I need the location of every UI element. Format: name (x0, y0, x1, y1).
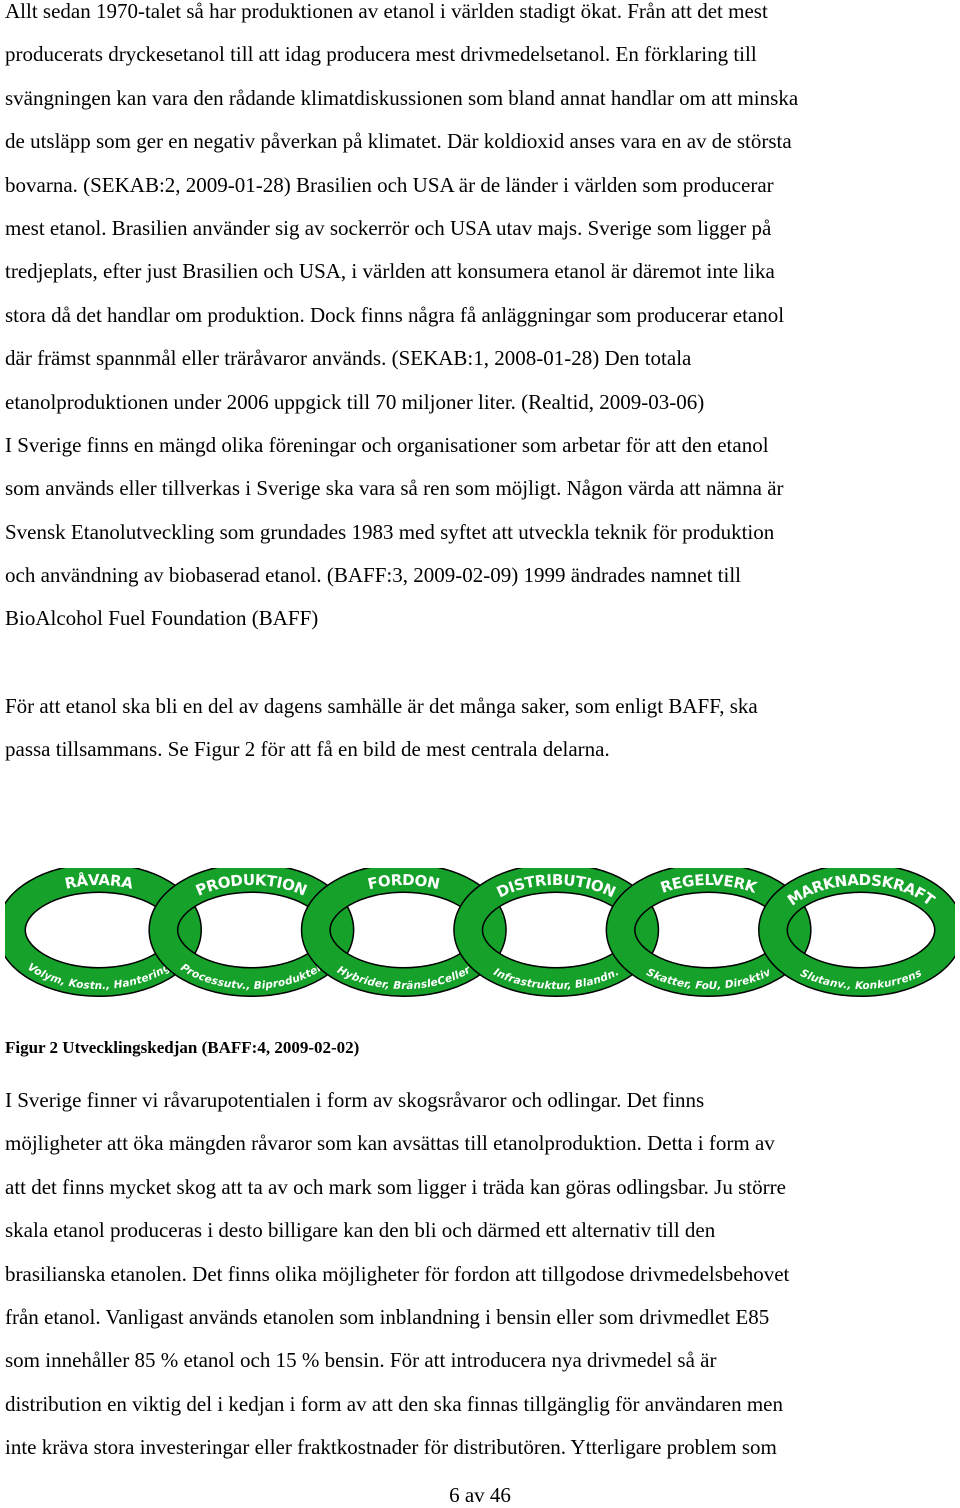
text-line: brasilianska etanolen. Det finns olika möjligheter för fordon att tillgodose drivmedelsbehovet (5, 1261, 790, 1286)
text-line: För att etanol ska bli en del av dagens samhälle är det många saker, som enligt BAFF, ska (5, 694, 758, 718)
text-line: Allt sedan 1970-talet så har produktionen av etanol i världen stadigt ökat. Från att det mest (5, 0, 768, 23)
chain-link-top-label: PRODUKTION (192, 870, 310, 900)
chain-link-top-label: MARKNADSKRAFT (783, 870, 939, 909)
text-line: distribution en viktig del i kedjan i form av att den ska finnas tillgänglig för användaren men (5, 1391, 783, 1416)
text-line: som används eller tillverkas i Sverige ska vara så ren som möjligt. Någon värda att nämna är (5, 476, 784, 501)
chain-figure (5, 868, 955, 998)
text-line: som innehåller 85 % etanol och 15 % bensin. För att introducera nya drivmedel så är (5, 1348, 717, 1373)
text-line: etanolproduktionen under 2006 uppgick till 70 miljoner liter. (Realtid, 2009-03-06) (5, 389, 705, 414)
chain-link-bottom-label: Slutanv., Konkurrens (798, 967, 924, 993)
chain-link-top-label: REGELVERK (658, 870, 760, 897)
figure-caption: Figur 2 Utvecklingskedjan (BAFF:4, 2009-02-02) (5, 1038, 360, 1057)
text-line: Svensk Etanolutveckling som grundades 1983 med syftet att utveckla teknik för produktion (5, 519, 775, 544)
body-paragraph-3 (5, 1079, 789, 1470)
chain-link-bottom-label: Infrastruktur, Blandn. (491, 966, 621, 993)
body-paragraph-1 (5, 0, 798, 641)
chain-link-bottom-label: Volym, Kostn., Hantering (25, 961, 173, 993)
text-line: I Sverige finns en mängd olika föreningar och organisationer som arbetar för att den etanol (5, 432, 769, 457)
text-line: möjligheter att öka mängden råvaror som kan avsättas till etanolproduktion. Detta i form av (5, 1131, 775, 1156)
text-line: bovarna. (SEKAB:2, 2009-01-28) Brasilien och USA är de länder i världen som producerar (5, 172, 774, 197)
text-line: I Sverige finner vi råvarupotentialen i form av skogsråvaror och odlingar. Det finns (5, 1088, 705, 1112)
page-number: 6 av 46 (449, 1483, 511, 1507)
text-line: från etanol. Vanligast används etanolen som inblandning i bensin eller som drivmedlet E85 (5, 1304, 770, 1329)
text-line: tredjeplats, efter just Brasilien och USA, i världen att konsumera etanol är däremot inte lika (5, 259, 775, 284)
text-line: stora då det handlar om produktion. Dock finns några få anläggningar som producerar etanol (5, 302, 785, 327)
chain-link-top-label: FORDON (365, 870, 442, 893)
chain-illustration (5, 868, 955, 998)
text-line: de utsläpp som ger en negativ påverkan på klimatet. Där koldioxid anses vara en av de största (5, 129, 792, 154)
body-paragraph-2 (5, 685, 758, 772)
text-line: inte kräva stora investeringar eller fraktkostnader för distributören. Ytterligare problem som (5, 1435, 777, 1460)
text-line: där främst spannmål eller träråvaror används. (SEKAB:1, 2008-01-28) Den totala (5, 346, 692, 371)
text-line: passa tillsammans. Se Figur 2 för att få en bild de mest centrala delarna. (5, 737, 610, 762)
text-line: mest etanol. Brasilien använder sig av sockerrör och USA utav majs. Sverige som ligger på (5, 215, 772, 240)
chain-link-top-label: DISTRIBUTION (493, 870, 619, 901)
text-line: och användning av biobaserad etanol. (BAFF:3, 2009-02-09) 1999 ändrades namnet till (5, 563, 742, 588)
text-line: producerats dryckesetanol till att idag producera mest drivmedelsetanol. En förklaring till (5, 42, 757, 67)
chain-link-bottom-label: Hybrider, BränsleCeller (335, 964, 473, 993)
chain-link-bottom-label: Skatter, FoU, Direktiv (644, 966, 773, 993)
chain-link-bottom-label: Processutv., Biprodukter (178, 961, 325, 993)
text-line: skala etanol produceras i desto billigare kan den bli och därmed ett alternativ till den (5, 1218, 716, 1243)
text-line: BioAlcohol Fuel Foundation (BAFF) (5, 606, 319, 631)
chain-link-top-label: RÅVARA (63, 870, 135, 893)
text-line: att det finns mycket skog att ta av och mark som ligger i träda kan göras odlingsbar. Ju större (5, 1174, 786, 1199)
text-line: svängningen kan vara den rådande klimatdiskussionen som bland annat handlar om att minska (5, 85, 799, 110)
